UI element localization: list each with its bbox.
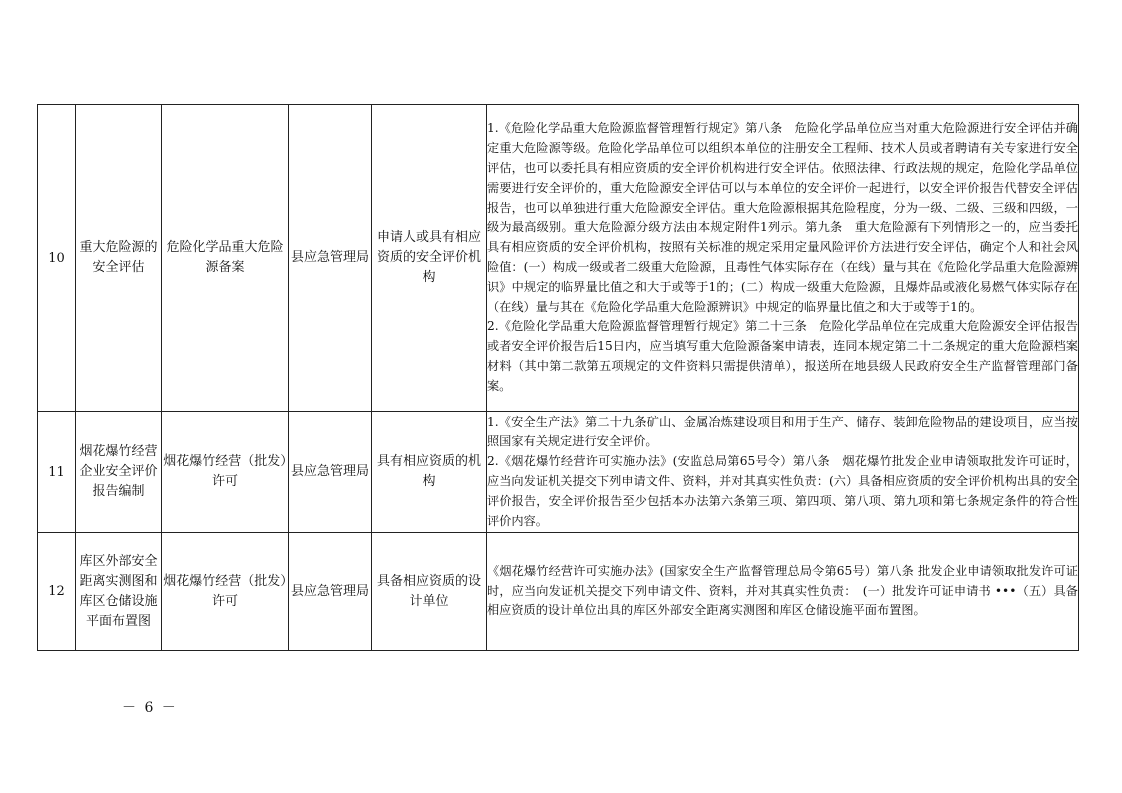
department: 县应急管理局	[289, 533, 372, 651]
legal-basis-paragraph: 1.《安全生产法》第二十九条矿山、金属冶炼建设项目和用于生产、储存、装卸危险物品的建设项目，应当按照国家有关规定进行安全评价。	[487, 414, 1078, 449]
department: 县应急管理局	[289, 412, 372, 533]
service-item: 重大危险源的安全评估	[76, 105, 162, 412]
legal-basis-paragraph: 1.《危险化学品重大危险源监督管理暂行规定》第八条 危险化学品单位应当对重大危险源进行安全评估并确定重大危险源等级。危险化学品单位可以组织本单位的注册安全工程师、技术人员或者聘请有关专家进行安全评估，也可以委托具有相应资质的安全评价机构进行安全评估。依照法律、行政法规的规定，危险化学品单位需要进行安全评价的，重大危险源安全评估可以与本单位的安全评价一起进行，以安全评价报告代替安全评估报告，也可以单独进行重大危险源安全评估。重大危险源根据其危险程度，分为一级、二级、三级和四级，一级为最高级别。重大危险源分级方法由本规定附件1列示。第九条 重大危险源有下列情形之一的，应当委托具有相应资质的安全评价机构，按照有关标准的规定采用定量风险评价方法进行安全评估，确定个人和社会风险值：(一）构成一级或者二级重大危险源，且毒性气体实际存在（在线）量与其在《危险化学品重大危险源辨识》中规定的临界量比值之和大于或等于1的；(二）构成一级重大危险源，且爆炸品或液化易燃气体实际存在（在线）量与其在《危险化学品重大危险源辨识》中规定的临界量比值之和大于或等于1的。	[487, 121, 1078, 314]
row-number: 11	[38, 412, 76, 533]
page-number: － 6 －	[122, 700, 178, 716]
approval-item: 烟花爆竹经营（批发）许可	[162, 412, 289, 533]
table-row	[38, 105, 1079, 412]
service-provider: 具备相应资质的设计单位	[372, 533, 487, 651]
services-table	[37, 104, 1079, 651]
approval-item: 危险化学品重大危险源备案	[162, 105, 289, 412]
row-number: 10	[38, 105, 76, 412]
service-provider: 申请人或具有相应资质的安全评价机构	[372, 105, 487, 412]
legal-basis	[487, 105, 1079, 412]
legal-basis-paragraph: 《烟花爆竹经营许可实施办法》(国家安全生产监督管理总局令第65号）第八条 批发企业申请领取批发许可证时，应当向发证机关提交下列申请文件、资料，并对其真实性负责： (一）批发许可证申请书 •••（五）具备相应资质的设计单位出具的库区外部安全距离实测图和库区仓储设施平面布置图。	[487, 563, 1078, 618]
row-number: 12	[38, 533, 76, 651]
approval-item: 烟花爆竹经营（批发）许可	[162, 533, 289, 651]
table-row	[38, 412, 1079, 533]
legal-basis	[487, 533, 1079, 651]
service-item: 烟花爆竹经营企业安全评价报告编制	[76, 412, 162, 533]
table-row	[38, 533, 1079, 651]
legal-basis	[487, 412, 1079, 533]
department: 县应急管理局	[289, 105, 372, 412]
service-item: 库区外部安全距离实测图和库区仓储设施平面布置图	[76, 533, 162, 651]
legal-basis-paragraph: 2.《危险化学品重大危险源监督管理暂行规定》第二十三条 危险化学品单位在完成重大危险源安全评估报告或者安全评价报告后15日内，应当填写重大危险源备案申请表，连同本规定第二十二条规定的重大危险源档案材料（其中第二款第五项规定的文件资料只需提供清单），报送所在地县级人民政府安全生产监督管理部门备案。	[487, 319, 1078, 393]
legal-basis-paragraph: 2.《烟花爆竹经营许可实施办法》(安监总局第65号令）第八条 烟花爆竹批发企业申请领取批发许可证时，应当向发证机关提交下列申请文件、资料，并对其真实性负责：(六）具备相应资质的安全评价机构出具的安全评价报告，安全评价报告至少包括本办法第六条第三项、第四项、第八项、第九项和第七条规定条件的符合性评价内容。	[487, 454, 1078, 528]
service-provider: 具有相应资质的机构	[372, 412, 487, 533]
